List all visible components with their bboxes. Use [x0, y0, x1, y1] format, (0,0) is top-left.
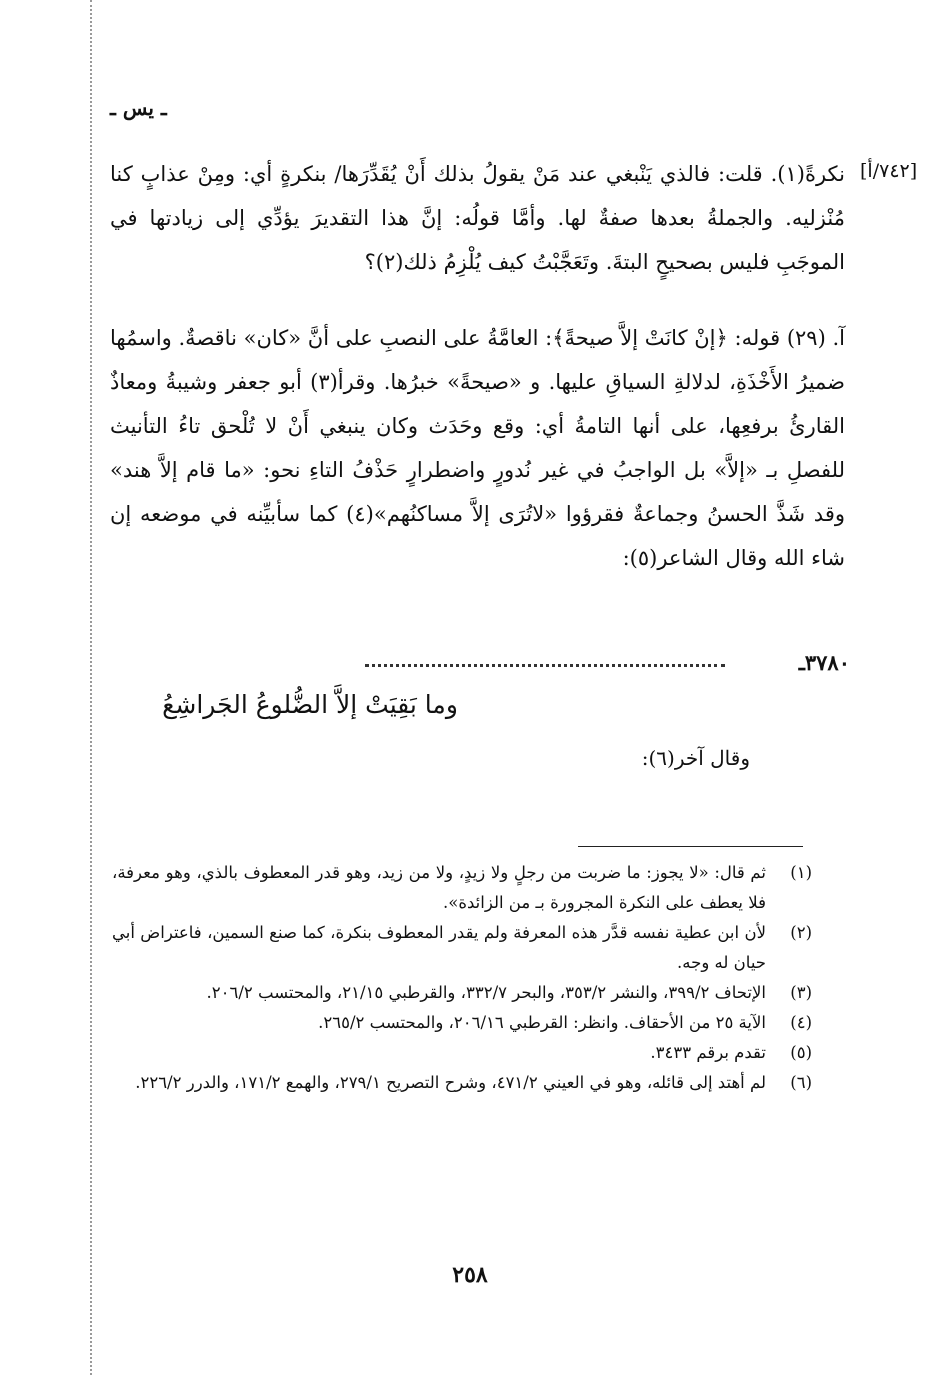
another-poet-line: وقال آخر(٦): [641, 746, 750, 770]
footnote-item [112, 978, 812, 1008]
footnote-item [112, 1038, 812, 1068]
footnote-text: ثم قال: «لا يجوز: ما ضربت من رجلٍ ولا زيدٍ، ولا من زيد، وهو قدر المعطوف بالذي، وهو معرفة، فلا يعطف على النكرة المجرورة بـ من الزائدة». [112, 863, 766, 912]
page-number: ٢٥٨ [452, 1262, 488, 1288]
paragraph-2: آ. (٢٩) قوله: ﴿إنْ كانَتْ إلاَّ صيحةً﴾: العامَّةُ على النصبِ على أنَّ «كان» ناقصةٌ. واسمُها ضميرُ الأَخْذَةِ، لدلالةِ السياقِ عليها. و «صيحةً» خبرُها. وقرأ(٣) أبو جعفر وشيبةُ ومعاذٌ القارئُ برفعِها، على أنها التامةُ أي: وقع وحَدَث وكان ينبغي أَنْ لا تُلْحق تاءُ التأنيث للفصلِ بـ «إلاَّ» بل الواجبُ في غير نُدورٍ واضطرارٍ حَذْفُ التاءِ نحو: «ما قام إلاَّ هند» وقد شَذَّ الحسنُ وجماعةٌ فقرؤوا «لاتُرَى إلاَّ مساكنُهم»(٤) كما سأبيِّنه في موضعه إن شاء الله وقال الشاعر(٥): [110, 326, 846, 570]
footnote-number: (٢) [790, 923, 812, 942]
verse-number: ٣٧٨٠ـ [798, 650, 850, 675]
footnote-text: الإتحاف ٣٩٩/٢، والنشر ٣٥٣/٢، والبحر ٣٣٢/٧، والقرطبي ٢١/١٥، والمحتسب ٢٠٦/٢. [206, 983, 766, 1002]
footnote-number: (٦) [790, 1073, 812, 1092]
footnote-item [112, 1008, 812, 1038]
manuscript-folio-reference: [٧٤٢/أ] [860, 160, 918, 182]
poetry-verse: وما بَقِيَتْ إلاَّ الضُّلوعُ الجَراشِعُ [162, 690, 458, 719]
footnote-number: (٥) [790, 1043, 812, 1062]
footnote-number: (١) [790, 863, 812, 882]
verse-missing-hemistich-dots [365, 664, 725, 667]
footnote-text: الآية ٢٥ من الأحقاف. وانظر: القرطبي ٢٠٦/١٦، والمحتسب ٢٦٥/٢. [318, 1013, 766, 1032]
footnote-item [112, 918, 812, 978]
footnote-item [112, 858, 812, 918]
binding-dotted-line [90, 0, 92, 1375]
footnote-number: (٤) [790, 1013, 812, 1032]
running-header: ـ يس ـ [110, 96, 167, 120]
footnote-item [112, 1068, 812, 1098]
main-text-block-1 [110, 152, 845, 284]
paragraph-1: نكرةً(١). قلت: فالذي يَنْبغي عند مَنْ يقولُ بذلك أَنْ يُقَدِّرَها/ بنكرةٍ أي: ومِنْ عذابٍ كنا مُنْزليه. والجملةُ بعدها صفةٌ لها. وأمَّا قولُه: إنَّ هذا التقديرَ يؤدِّي إلى زيادتها في الموجَبِ فليس بصحيحٍ البتةَ. وتَعَجَّبْتُ كيف يُلْزِمُ ذلك(٢)؟ [110, 162, 845, 274]
footnote-text: تقدم برقم ٣٤٣٣. [650, 1043, 766, 1062]
footnotes [112, 858, 812, 1098]
footnote-number: (٣) [790, 983, 812, 1002]
footnote-text: لم أهتد إلى قائله، وهو في العيني ٤٧١/٢، وشرح التصريح ٢٧٩/١، والهمع ١٧١/٢، والدرر ٢٢٦/٢. [135, 1073, 766, 1092]
footnote-separator [578, 846, 803, 847]
main-text-block-2 [110, 316, 845, 580]
footnote-text: لأن ابن عطية نفسه قدَّر هذه المعرفة ولم يقدر المعطوف بنكرة، كما صنع السمين، فاعتراض أبي حيان له وجه. [112, 923, 766, 972]
